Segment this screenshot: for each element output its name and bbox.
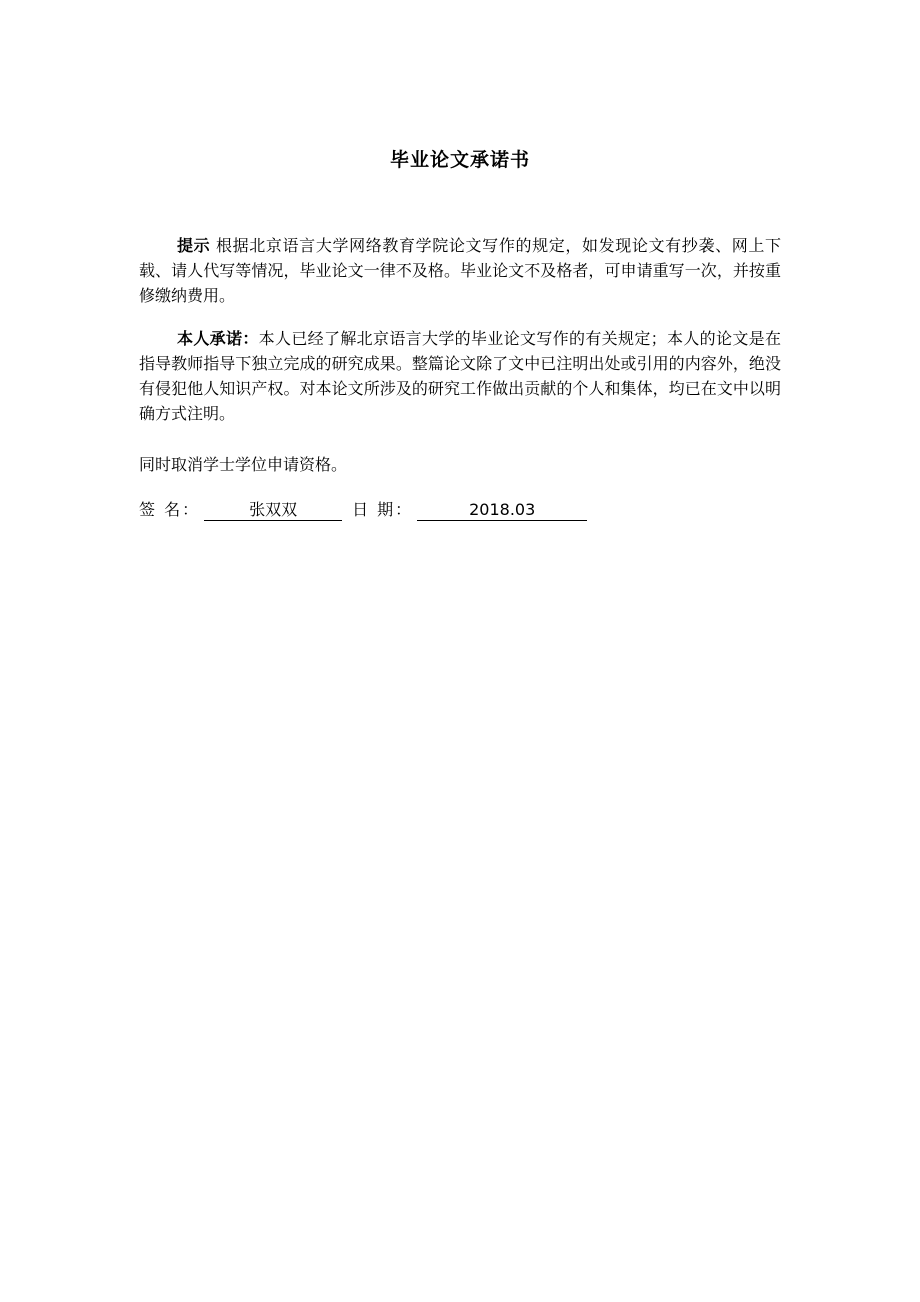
signature-date-label: 日 期： xyxy=(352,500,414,519)
pledge-paragraph xyxy=(139,326,781,426)
pledge-text: 本人已经了解北京语言大学的毕业论文写作的有关规定；本人的论文是在指导教师指导下独立完成的研究成果。整篇论文除了文中已注明出处或引用的内容外，绝没有侵犯他人知识产权。对本论文所涉及的研究工作做出贡献的个人和集体，均已在文中以明确方式注明。 xyxy=(139,329,781,423)
signature-row xyxy=(139,497,587,523)
signature-name-field[interactable]: 张双双 xyxy=(204,500,342,521)
signature-name-label: 签 名： xyxy=(139,500,201,519)
pledge-label: 本人承诺： xyxy=(177,329,259,348)
notice-paragraph xyxy=(139,233,781,308)
notice-text: 根据北京语言大学网络教育学院论文写作的规定，如发现论文有抄袭、网上下载、请人代写等情况，毕业论文一律不及格。毕业论文不及格者，可申请重写一次，并按重修缴纳费用。 xyxy=(139,236,781,305)
notice-label: 提示 xyxy=(177,236,211,255)
degree-revocation-note: 同时取消学士学位申请资格。 xyxy=(139,455,348,474)
document-title: 毕业论文承诺书 xyxy=(389,149,530,171)
signature-date-field[interactable]: 2018.03 xyxy=(417,500,587,521)
